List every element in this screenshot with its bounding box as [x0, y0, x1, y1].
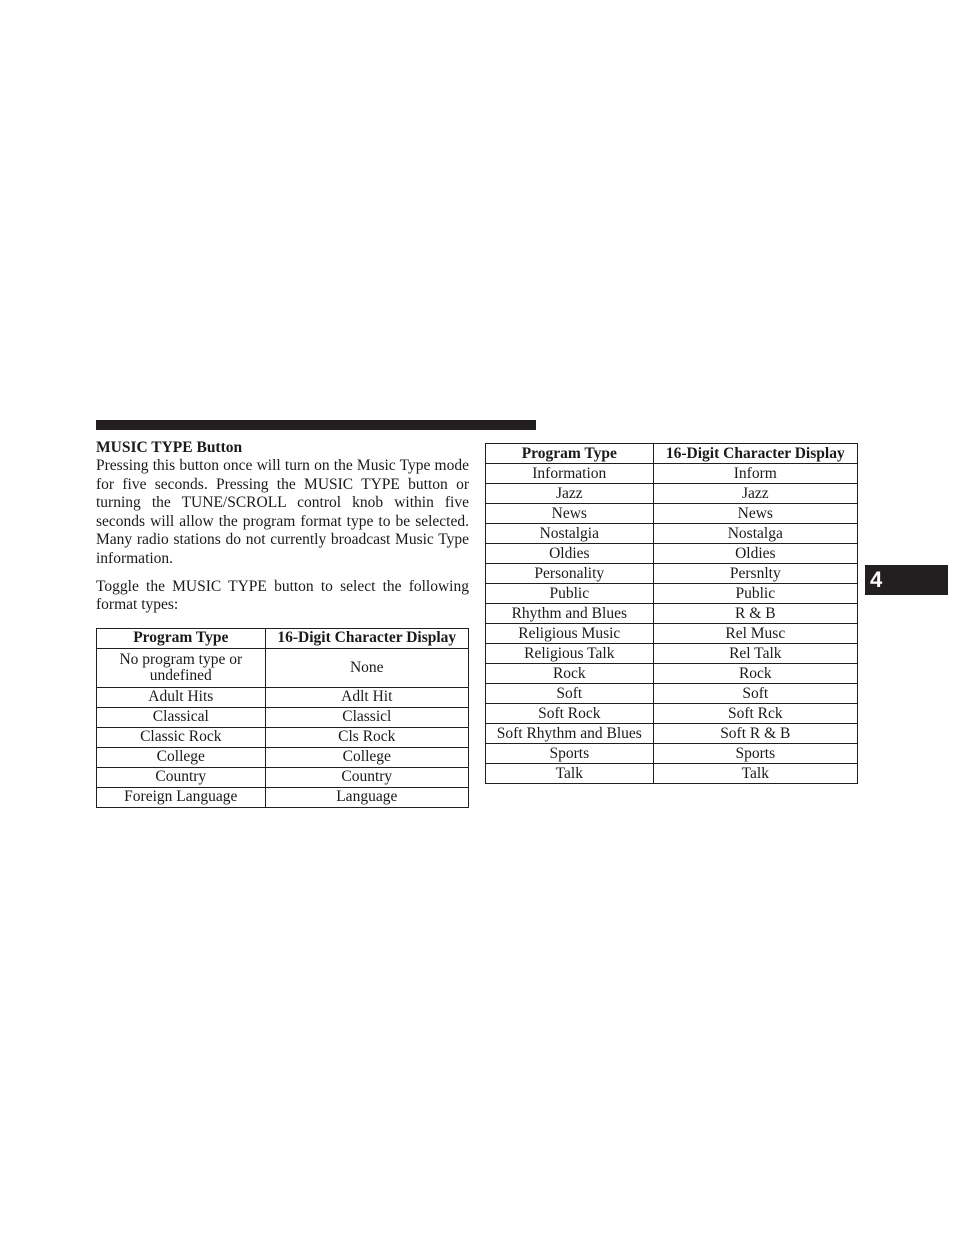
display-cell: Jazz	[653, 484, 857, 504]
table-row	[97, 747, 469, 767]
display-cell: Rel Musc	[653, 624, 857, 644]
display-cell: Persnlty	[653, 564, 857, 584]
program-type-cell: College	[97, 747, 266, 767]
display-cell: Sports	[653, 744, 857, 764]
display-cell: None	[265, 648, 468, 687]
program-type-cell: Adult Hits	[97, 687, 266, 707]
display-cell: College	[265, 747, 468, 767]
table-row	[486, 584, 858, 604]
display-cell: Oldies	[653, 544, 857, 564]
program-type-cell: Religious Music	[486, 624, 654, 644]
header-character-display: 16-Digit Character Display	[653, 444, 857, 464]
program-type-cell: Jazz	[486, 484, 654, 504]
program-type-cell: News	[486, 504, 654, 524]
table-row	[486, 664, 858, 684]
table-row	[486, 504, 858, 524]
program-type-cell: Soft	[486, 684, 654, 704]
program-type-cell: Classic Rock	[97, 727, 266, 747]
display-cell: Soft	[653, 684, 857, 704]
program-type-cell: Foreign Language	[97, 787, 266, 807]
display-cell: Soft Rck	[653, 704, 857, 724]
program-type-cell: No program type or undefined	[97, 648, 266, 687]
display-cell: Classicl	[265, 707, 468, 727]
program-type-cell: Rock	[486, 664, 654, 684]
program-type-cell: Soft Rock	[486, 704, 654, 724]
chapter-tab: 4	[865, 565, 948, 595]
table-row	[486, 604, 858, 624]
header-character-display: 16-Digit Character Display	[265, 628, 468, 648]
program-type-cell: Country	[97, 767, 266, 787]
table-row	[97, 648, 469, 687]
table-row	[486, 744, 858, 764]
table-row	[486, 704, 858, 724]
display-cell: Talk	[653, 764, 857, 784]
display-cell: Adlt Hit	[265, 687, 468, 707]
display-cell: Soft R & B	[653, 724, 857, 744]
table-header-row	[97, 628, 469, 648]
program-type-cell: Classical	[97, 707, 266, 727]
table-row	[97, 727, 469, 747]
left-column	[96, 438, 469, 808]
program-type-cell: Public	[486, 584, 654, 604]
table-row	[486, 484, 858, 504]
table-row	[486, 684, 858, 704]
program-type-cell: Talk	[486, 764, 654, 784]
table-row	[486, 764, 858, 784]
right-column	[485, 443, 858, 784]
program-type-cell: Sports	[486, 744, 654, 764]
program-type-cell: Soft Rhythm and Blues	[486, 724, 654, 744]
display-cell: Inform	[653, 464, 857, 484]
toggle-paragraph: Toggle the MUSIC TYPE button to select the following format types:	[96, 577, 469, 614]
table-row	[486, 464, 858, 484]
program-type-table-left	[96, 628, 469, 808]
section-heading: MUSIC TYPE Button	[96, 439, 243, 456]
intro-paragraph: Pressing this button once will turn on the Music Type mode for five seconds. Pressing the MUSIC TYPE button or turning the TUNE/SCROLL control knob within five seconds will allow the program format type to be selected. Many radio stations do not currently broadcast Music Type information.	[96, 457, 469, 567]
table-row	[97, 787, 469, 807]
table-row	[486, 564, 858, 584]
table-row	[97, 767, 469, 787]
display-cell: Rel Talk	[653, 644, 857, 664]
display-cell: Rock	[653, 664, 857, 684]
display-cell: Cls Rock	[265, 727, 468, 747]
table-row	[486, 544, 858, 564]
program-type-cell: Rhythm and Blues	[486, 604, 654, 624]
program-type-cell: Nostalgia	[486, 524, 654, 544]
program-type-table-right	[485, 443, 858, 784]
header-program-type: Program Type	[97, 628, 266, 648]
display-cell: Nostalga	[653, 524, 857, 544]
header-program-type: Program Type	[486, 444, 654, 464]
table-row	[486, 524, 858, 544]
table-row	[486, 624, 858, 644]
display-cell: Country	[265, 767, 468, 787]
program-type-cell: Information	[486, 464, 654, 484]
display-cell: News	[653, 504, 857, 524]
display-cell: Public	[653, 584, 857, 604]
table-row	[486, 724, 858, 744]
program-type-cell: Religious Talk	[486, 644, 654, 664]
table-row	[97, 687, 469, 707]
program-type-cell: Oldies	[486, 544, 654, 564]
table-header-row	[486, 444, 858, 464]
display-cell: R & B	[653, 604, 857, 624]
program-type-cell: Personality	[486, 564, 654, 584]
table-row	[97, 707, 469, 727]
section-top-rule	[96, 420, 536, 430]
display-cell: Language	[265, 787, 468, 807]
table-row	[486, 644, 858, 664]
